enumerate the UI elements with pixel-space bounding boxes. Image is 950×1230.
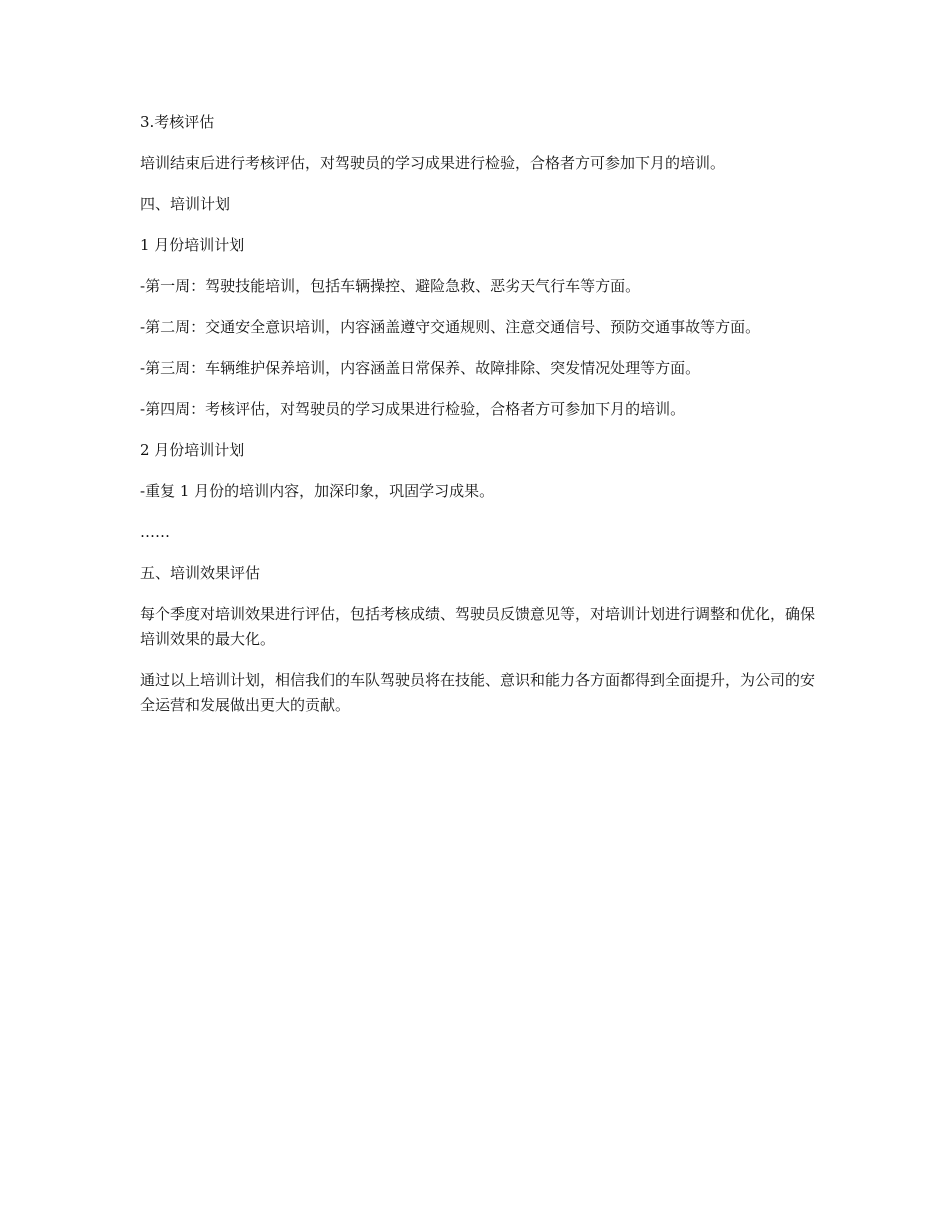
ellipsis: …… [140, 523, 170, 541]
february-plan-item: -重复 1 月份的培训内容，加深印象，巩固学习成果。 [140, 482, 495, 500]
week-one-item: -第一周：驾驶技能培训，包括车辆操控、避险急救、恶劣天气行车等方面。 [140, 277, 641, 295]
january-plan-heading: 1 月份培训计划 [140, 236, 245, 254]
evaluation-paragraph: 每个季度对培训效果进行评估，包括考核成绩、驾驶员反馈意见等，对培训计划进行调整和优化，确保培训效果的最大化。 [140, 605, 816, 648]
week-two-item: -第二周：交通安全意识培训，内容涵盖遵守交通规则、注意交通信号、预防交通事故等方面。 [140, 318, 761, 336]
conclusion-paragraph: 通过以上培训计划，相信我们的车队驾驶员将在技能、意识和能力各方面都得到全面提升，为公司的安全运营和发展做出更大的贡献。 [140, 671, 816, 714]
section-heading-effect-evaluation: 五、培训效果评估 [140, 564, 261, 582]
february-plan-heading: 2 月份培训计划 [140, 441, 245, 459]
week-three-item: -第三周：车辆维护保养培训，内容涵盖日常保养、故障排除、突发情况处理等方面。 [140, 359, 701, 377]
section-heading-assessment: 3.考核评估 [140, 113, 215, 131]
section-heading-training-plan: 四、培训计划 [140, 195, 231, 213]
assessment-paragraph: 培训结束后进行考核评估，对驾驶员的学习成果进行检验，合格者方可参加下月的培训。 [140, 154, 726, 172]
week-four-item: -第四周：考核评估，对驾驶员的学习成果进行检验，合格者方可参加下月的培训。 [140, 400, 686, 418]
document-body [140, 110, 820, 734]
